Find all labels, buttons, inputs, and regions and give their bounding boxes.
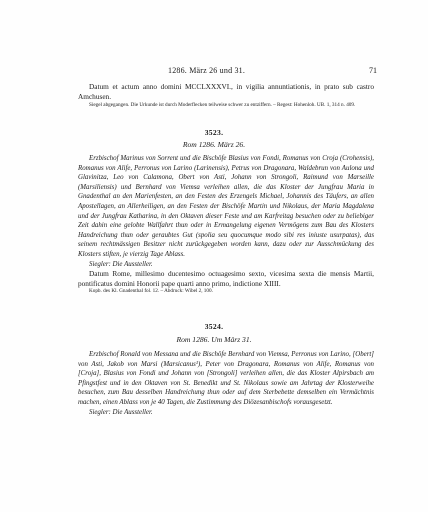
running-title: 1286. März 26 und 31. bbox=[168, 66, 246, 75]
regest-text: Erzbischof Ronald von Messana und die Bischöfe Bernhard von Viemsa, Perronus von Larino, [Obert] von Asti, Jakob von Marsi (Marsicanus¹), Peter von Dragonara, Romanus von Alife, Romanus von [Croja], Blasius von Fondi und Johann von [Strongoli] verleihen allen, die das Kloster Alpirsbach am Pfingstfest und in den Oktaven von St. Benedikt und St. Nikolaus sowie am Jahrtag der Klosterweihe besuchen, zum Bau desselben Handreichung thun oder auf dem Sterbebette demselben ein Vermächtnis machen, einen Ablass von je 40 Tagen, die Zustimmung des Diözesanbischofs vorausgesetzt. bbox=[78, 351, 374, 406]
previous-document-ending bbox=[78, 82, 374, 109]
document-number: 3523. bbox=[204, 128, 224, 137]
source-note: Kopb. des Kl. Gnadenthal fol. 12. – Abdruck: Wibel 2, 100. bbox=[89, 288, 213, 295]
datum-clause: Datum Rome, millesimo ducentesimo octuagesimo sexto, vicesima sexta die mensis Martii, pontificatus domini Honorii pape quarti anno primo, indictione XIIII. bbox=[78, 269, 374, 288]
place-date: Rom 1286. März 26. bbox=[182, 140, 246, 149]
place-date: Rom 1286. Um März 31. bbox=[176, 335, 252, 344]
page-number: 71 bbox=[369, 66, 377, 75]
siegler-line: Siegler: Die Aussteller. bbox=[89, 260, 153, 268]
datum-clause: Datum et actum anno domini MCCLXXXVI., in vigilia annuntiationis, in prato sub castro Amchusen. bbox=[78, 82, 374, 101]
document-3524-body bbox=[78, 350, 374, 417]
siegler-line: Siegler: Die Aussteller. bbox=[89, 408, 153, 416]
document-number: 3524. bbox=[204, 322, 224, 331]
document-3523-body bbox=[78, 154, 374, 295]
regest-text: Erzbischof Marinus von Sorrent und die Bischöfe Blasius von Fondi, Romanus von Croja (Crohensis), Romanus von Alife, Perronus von Larino (Larinensis), Petrus von Dragonara, Waldebrun von Aulona und Glavinitza, Leo von Calamona, Obert von Asti, Johann von Strongoli, Raimund von Marseille (Marsiliensis) und Bernhard von Viemsa verleihen allen, die das Kloster der Jungfrau Maria in Gnadenthal an den Marienfesten, an den Festen des Erzengels Michael, Johannis des Täufers, an allen Apostellagen, an Allerheiligen, an den Festen der Bischöfe Martin und Nikolaus, der Maria Magdalena und der Jungfrau Katharina, in den Oktaven dieser Feste und am Karfreitag besuchen oder zu beliebiger Zeit dahin eine gelobte Wallfahrt thun oder in Ermangelung eigenen Vermögens zum Bau des Klosters Handreichung thun oder geraubtes Gut (spolia seu quocumque modo sibi res iniuste usurpatas), das seinem rechtmässigen Besitzer nicht zurückgegeben worden kann, dazu oder zur Ausschmückung des Klosters stiften, je vierzig Tage Ablass. bbox=[78, 155, 374, 258]
source-note: Siegel abgegangen. Die Urkunde ist durch Moderflecken teilweise schwer zu entziffern. – Regest: Hohenloh. UB. 1, 314 n. 409. bbox=[89, 102, 356, 109]
